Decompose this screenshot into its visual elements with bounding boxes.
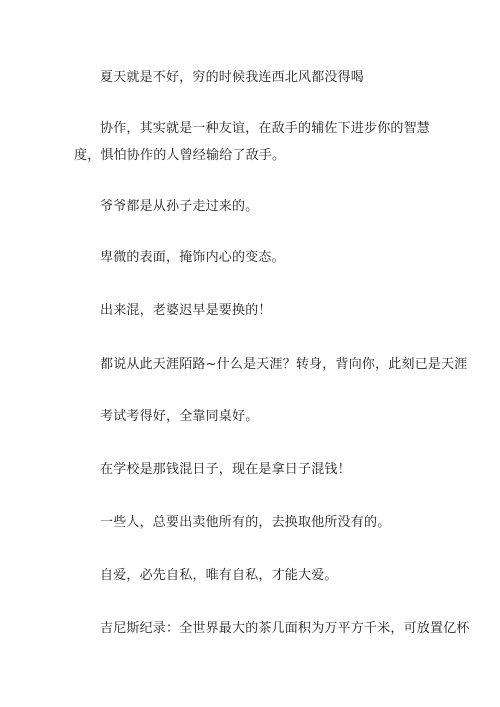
paragraph-4: 卑微的表面，掩饰内心的变态。 [100, 250, 285, 265]
paragraph-7: 考试考得好，全靠同桌好。 [100, 409, 259, 424]
paragraph-9: 一些人，总要出卖他所有的，去换取他所没有的。 [100, 515, 391, 530]
paragraph-11: 吉尼斯纪录：全世界最大的茶几面积为万平方千米，可放置亿杯 [100, 621, 470, 636]
paragraph-3: 爷爷都是从孙子走过来的。 [100, 199, 259, 214]
paragraph-1: 夏天就是不好，穷的时候我连西北风都没得喝 [100, 70, 365, 85]
paragraph-5: 出来混，老婆迟早是要换的！ [100, 303, 272, 318]
paragraph-8: 在学校是那钱混日子，现在是拿日子混钱！ [100, 462, 351, 477]
paragraph-6: 都说从此天涯陌路~什么是天涯？转身，背向你，此刻已是天涯 [100, 357, 468, 372]
paragraph-10: 自爱，必先自私，唯有自私，才能大爱。 [100, 568, 338, 583]
paragraph-2: 协作，其实就是一种友谊，在敌手的辅佐下进步你的智慧度，惧怕协作的人曾经输给了敌手。 [74, 121, 431, 163]
